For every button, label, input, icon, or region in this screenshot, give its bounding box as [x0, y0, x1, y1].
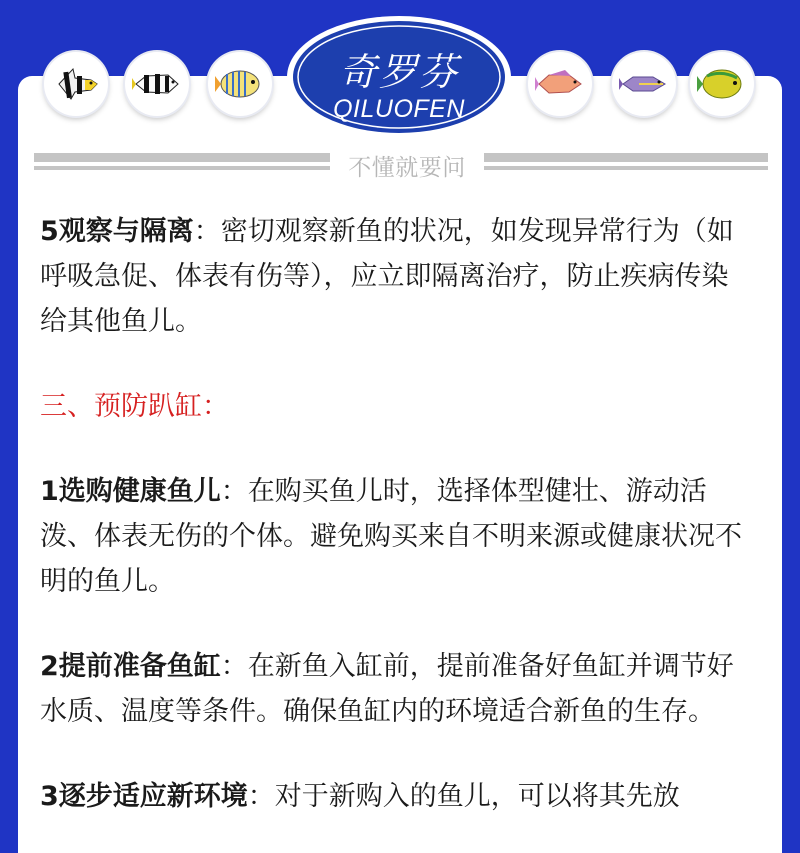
item-text: ：在新鱼入缸前，提前准备好鱼缸并调节好水质、温度等条件。确保鱼缸内的环境适合新鱼的生存。: [40, 651, 734, 727]
article-content: [40, 209, 752, 853]
fish-badge-5: [612, 52, 676, 116]
fish-badge-6: [690, 52, 754, 116]
item-text: ：密切观察新鱼的状况，如发现异常行为（如呼吸急促、体表有伤等），应立即隔离治疗，防止疾病传染给其他鱼儿。: [40, 216, 734, 337]
moorish-idol-fish-icon: [51, 66, 101, 102]
brand-name-en: QILUOFEN: [333, 95, 465, 123]
paragraph-observe-isolate: [40, 209, 752, 344]
paragraph-choose-healthy-fish: [40, 469, 752, 604]
paragraph-adapt-environment: [40, 774, 752, 819]
item-text: ：对于新购入的鱼儿，可以将其先放: [247, 781, 680, 812]
item-title: 2提前准备鱼缸: [40, 651, 221, 682]
item-title: 3逐步适应新环境: [40, 781, 248, 812]
tagline: 不懂就要问: [348, 155, 466, 181]
brand-logo: [286, 15, 512, 139]
paragraph-prepare-tank: [40, 644, 752, 734]
fish-badge-1: [44, 52, 108, 116]
fish-badge-4: [528, 52, 592, 116]
item-title: 5观察与隔离: [40, 216, 194, 247]
purple-anthias-fish-icon: [619, 66, 669, 102]
divider-right: [484, 153, 768, 175]
brand-name-cn: 奇罗芬: [338, 50, 459, 94]
section-heading: 三、预防趴缸：: [40, 391, 229, 422]
fish-badge-2: [125, 52, 189, 116]
item-title: 1选购健康鱼儿: [40, 476, 221, 507]
pink-wrasse-fish-icon: [535, 66, 585, 102]
divider-left: [34, 153, 330, 175]
item-text: ：在购买鱼儿时，选择体型健壮、游动活泼、体表无伤的个体。避免购买来自不明来源或健康状况不明的鱼儿。: [40, 476, 742, 597]
butterflyfish-icon: [215, 66, 265, 102]
striped-angelfish-icon: [132, 66, 182, 102]
yellow-angelfish-icon: [697, 66, 747, 102]
fish-badge-3: [208, 52, 272, 116]
